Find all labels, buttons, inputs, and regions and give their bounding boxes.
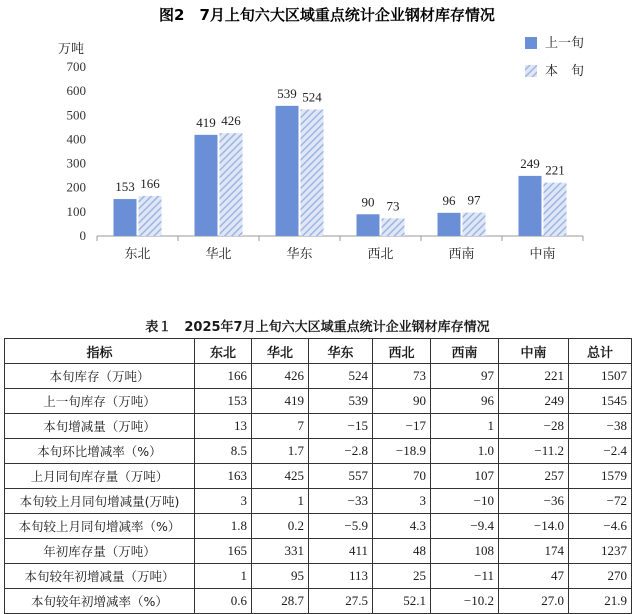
table-row (5, 564, 632, 589)
table-row (5, 589, 632, 614)
cell-value: 411 (309, 539, 373, 564)
cell-value: 3 (373, 489, 431, 514)
cell-value: −18.9 (373, 439, 431, 464)
bar-current-5 (544, 183, 567, 236)
category-label: 东北 (124, 247, 151, 262)
y-axis-label: 万吨 (58, 42, 85, 57)
row-label: 上一旬库存（万吨） (5, 389, 195, 414)
cell-value: 3 (195, 489, 252, 514)
category-label: 西北 (367, 247, 394, 262)
bar-value-label: 221 (545, 162, 565, 178)
cell-value: −33 (309, 489, 373, 514)
cell-value: 331 (252, 539, 309, 564)
cell-value: 13 (195, 414, 252, 439)
header-region: 西南 (431, 339, 499, 364)
bar-current-0 (139, 196, 162, 236)
cell-value: −2.8 (309, 439, 373, 464)
cell-value: 425 (252, 464, 309, 489)
bar-previous-5 (519, 176, 542, 236)
bar-previous-3 (357, 214, 380, 236)
cell-value: 1 (252, 489, 309, 514)
header-region: 华北 (252, 339, 309, 364)
table-header-row (5, 339, 632, 364)
cell-value: 90 (373, 389, 431, 414)
bar-value-label: 96 (442, 192, 456, 208)
cell-value: −11.2 (499, 439, 569, 464)
bar-current-3 (382, 218, 405, 236)
cell-value: 7 (252, 414, 309, 439)
cell-value: −4.6 (569, 514, 632, 539)
cell-value: 426 (252, 364, 309, 389)
cell-value: 257 (499, 464, 569, 489)
header-region: 总计 (569, 339, 632, 364)
legend-label: 上一旬 (545, 36, 585, 51)
header-region: 中南 (499, 339, 569, 364)
cell-value: −15 (309, 414, 373, 439)
cell-value: 1507 (569, 364, 632, 389)
bar-previous-0 (114, 199, 137, 236)
y-tick-label: 0 (79, 228, 86, 243)
cell-value: −38 (569, 414, 632, 439)
cell-value: −36 (499, 489, 569, 514)
legend-label: 本 旬 (545, 64, 585, 79)
cell-value: 95 (252, 564, 309, 589)
cell-value: 1.8 (195, 514, 252, 539)
cell-value: 165 (195, 539, 252, 564)
cell-value: 73 (373, 364, 431, 389)
cell-value: −28 (499, 414, 569, 439)
cell-value: 1.7 (252, 439, 309, 464)
row-label: 本旬环比增减率（%） (5, 439, 195, 464)
inventory-table (4, 338, 632, 614)
table-row (5, 389, 632, 414)
cell-value: 27.0 (499, 589, 569, 614)
y-tick-label: 300 (66, 155, 86, 171)
table-row (5, 364, 632, 389)
table-row (5, 439, 632, 464)
y-axis-ticks (67, 59, 87, 243)
x-axis-tick-marks (97, 236, 583, 241)
row-label: 本旬较上月同旬增减量(万吨) (5, 489, 195, 514)
cell-value: 27.5 (309, 589, 373, 614)
y-tick-label: 100 (66, 203, 86, 219)
cell-value: −10 (431, 489, 499, 514)
bar-previous-1 (195, 135, 218, 236)
y-tick-label: 700 (66, 59, 86, 74)
bar-previous-2 (276, 106, 299, 236)
bar-current-2 (301, 109, 324, 236)
cell-value: −5.9 (309, 514, 373, 539)
table-row (5, 489, 632, 514)
bar-value-label: 90 (361, 194, 375, 210)
cell-value: 107 (431, 464, 499, 489)
row-label: 本旬较上月同旬增减率（%） (5, 514, 195, 539)
bar-value-label: 73 (386, 198, 400, 214)
cell-value: 174 (499, 539, 569, 564)
cell-value: 52.1 (373, 589, 431, 614)
header-indicator: 指标 (5, 339, 195, 364)
bar-value-label: 249 (520, 155, 540, 171)
bar-current-4 (463, 213, 486, 236)
cell-value: 4.3 (373, 514, 431, 539)
table-row (5, 539, 632, 564)
cell-value: 419 (252, 389, 309, 414)
table-title: 表１ 2025年7月上旬六大区域重点统计企业钢材库存情况 (145, 320, 490, 335)
table-row (5, 414, 632, 439)
bar-chart (0, 0, 635, 300)
cell-value: 524 (309, 364, 373, 389)
cell-value: 1545 (569, 389, 632, 414)
chart-title: 图2 7月上旬六大区域重点统计企业钢材库存情况 (159, 6, 495, 24)
row-label: 本旬较年初增减率（%） (5, 589, 195, 614)
row-label: 本旬较年初增减量（万吨） (5, 564, 195, 589)
bar-chart-panel (0, 0, 635, 300)
row-label: 年初库存量（万吨） (5, 539, 195, 564)
header-region: 华东 (309, 339, 373, 364)
cell-value: 48 (373, 539, 431, 564)
row-label: 上月同旬库存量（万吨） (5, 464, 195, 489)
cell-value: 47 (499, 564, 569, 589)
bar-value-label: 419 (196, 114, 216, 130)
cell-value: 0.6 (195, 589, 252, 614)
cell-value: 113 (309, 564, 373, 589)
category-labels (124, 246, 555, 262)
cell-value: −10.2 (431, 589, 499, 614)
cell-value: 25 (373, 564, 431, 589)
y-tick-label: 500 (66, 107, 86, 123)
cell-value: 28.7 (252, 589, 309, 614)
cell-value: 97 (431, 364, 499, 389)
table-row (5, 514, 632, 539)
cell-value: 221 (499, 364, 569, 389)
cell-value: 21.9 (569, 589, 632, 614)
cell-value: 1237 (569, 539, 632, 564)
category-label: 西南 (448, 247, 475, 262)
cell-value: 1 (195, 564, 252, 589)
bar-value-label: 524 (302, 89, 322, 105)
row-label: 本旬库存（万吨） (5, 364, 195, 389)
bar-value-label: 539 (277, 85, 297, 101)
bars (114, 86, 567, 236)
bar-value-label: 166 (140, 175, 160, 191)
bar-current-1 (220, 133, 243, 236)
cell-value: 249 (499, 389, 569, 414)
cell-value: −2.4 (569, 439, 632, 464)
table-row (5, 464, 632, 489)
row-label: 本旬增减量（万吨） (5, 414, 195, 439)
cell-value: 1.0 (431, 439, 499, 464)
y-tick-label: 200 (66, 179, 86, 195)
cell-value: −17 (373, 414, 431, 439)
y-tick-label: 600 (66, 83, 86, 99)
cell-value: 1 (431, 414, 499, 439)
cell-value: 557 (309, 464, 373, 489)
cell-value: 539 (309, 389, 373, 414)
bar-value-label: 153 (115, 179, 135, 195)
cell-value: −9.4 (431, 514, 499, 539)
cell-value: 70 (373, 464, 431, 489)
legend-swatch (525, 65, 537, 77)
header-region: 东北 (195, 339, 252, 364)
cell-value: 270 (569, 564, 632, 589)
cell-value: 108 (431, 539, 499, 564)
cell-value: 96 (431, 389, 499, 414)
cell-value: 163 (195, 464, 252, 489)
bar-value-label: 426 (221, 113, 241, 129)
header-region: 西北 (373, 339, 431, 364)
cell-value: 0.2 (252, 514, 309, 539)
cell-value: 8.5 (195, 439, 252, 464)
category-label: 中南 (529, 247, 556, 262)
cell-value: 1579 (569, 464, 632, 489)
y-tick-label: 400 (66, 131, 86, 147)
bar-value-label: 97 (467, 192, 481, 208)
cell-value: 153 (195, 389, 252, 414)
cell-value: −14.0 (499, 514, 569, 539)
category-label: 华东 (286, 247, 313, 262)
legend-swatch (525, 37, 537, 49)
category-label: 华北 (205, 247, 232, 262)
legend (525, 36, 584, 79)
cell-value: −72 (569, 489, 632, 514)
bar-previous-4 (438, 213, 461, 236)
cell-value: 166 (195, 364, 252, 389)
cell-value: −11 (431, 564, 499, 589)
